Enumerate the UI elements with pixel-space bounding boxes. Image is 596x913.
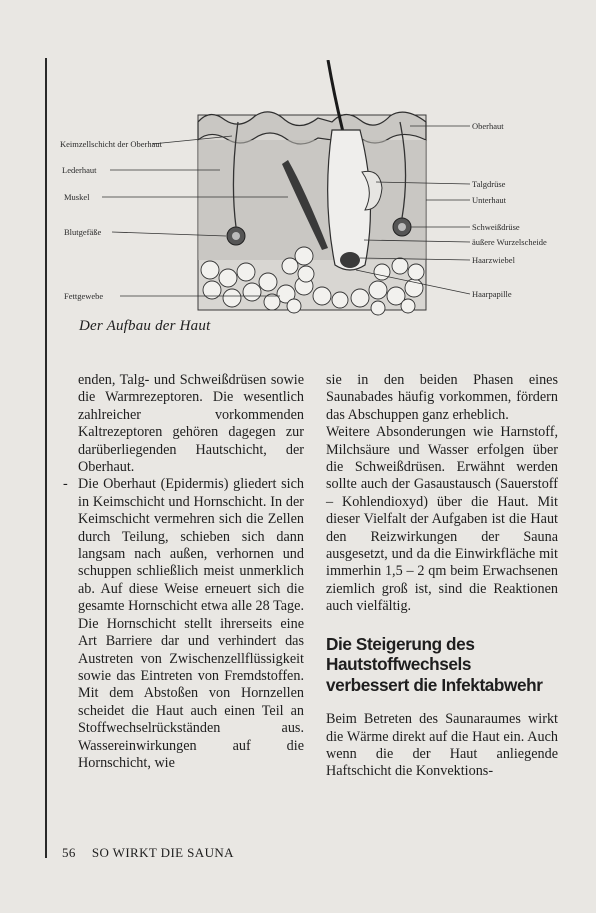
figure-caption: Der Aufbau der Haut <box>79 318 211 334</box>
left-column <box>63 372 304 772</box>
paragraph: sie in den beiden Phasen eines Saunabades häufig vorkommen, fördern das Abschuppen ganz erheblich. <box>326 372 558 423</box>
section-heading: Die Steigerung des Hautstoffwechsels verbessert die Infektabwehr <box>326 633 543 695</box>
bullet-mark: - <box>63 476 68 493</box>
paragraph-text: Die Oberhaut (Epidermis) gliedert sich in Keimschicht und Hornschicht. In der Keimschicht vermehren sich die Zellen durch Teilung, schieben sich dann langsam nach außen, verhornen und schuppen schließlich meist unmerklich ab. Auf diese Weise erneuert sich die gesamte Hornschicht etwa alle 28 Tage. Die Hornschicht stellt ihrerseits eine Art Barriere dar und verhindert das Austreten von Zwischenzellflüssigkeit sowie das Eintreten von Fremdstoffen. Mit dem Abstoßen von Hornzellen scheidet die Haut auch einen Teil an Stoffwechselrückständen aus. Wassereinwirkungen auf die Hornschicht, wie <box>78 476 304 771</box>
label-wurzelscheide: äußere Wurzelscheide <box>472 237 547 247</box>
label-haarzwiebel: Haarzwiebel <box>472 255 515 265</box>
label-oberhaut: Oberhaut <box>472 121 504 131</box>
page-number: 56 <box>62 845 76 860</box>
label-talgdruese: Talgdrüse <box>472 179 506 189</box>
label-fettgewebe: Fettgewebe <box>64 291 104 301</box>
label-keimzellschicht: Keimzellschicht der Oberhaut <box>60 139 162 149</box>
margin-rule <box>45 58 47 858</box>
bullet-paragraph <box>63 476 304 772</box>
label-unterhaut: Unterhaut <box>472 195 506 205</box>
skin-illustration <box>60 60 596 322</box>
label-lederhaut: Lederhaut <box>62 165 97 175</box>
paragraph: Beim Betreten des Saunaraumes wirkt die Wärme direkt auf die Haut ein. Auch wenn die der Haut anliegende Haftschicht die Konvektions- <box>326 711 558 780</box>
running-title: SO WIRKT DIE SAUNA <box>91 845 234 860</box>
label-haarpapille: Haarpapille <box>472 289 512 299</box>
paragraph: enden, Talg- und Schweißdrüsen sowie die Warmrezeptoren. Die wesentlich zahlreicher vorkommenden Kaltrezeptoren gehören dagegen zur darüberliegenden Hautschicht, der Oberhaut. <box>78 372 304 476</box>
label-blutgefaesse: Blutgefäße <box>64 227 102 237</box>
right-column <box>326 372 558 781</box>
paragraph: Weitere Absonderungen wie Harnstoff, Milchsäure und Wasser erfolgen über die Schweißdrüsen. Erwähnt werden sollte auch der Gasaustausch (Sauerstoff – Kohlendioxyd) über die Haut. Mit dieser Vielfalt der Aufgaben ist die Haut den Reizwirkungen der Sauna ausgesetzt, und da die Einwirkfläche mit immerhin 1,5 – 2 qm beim Erwachsenen ziemlich groß ist, sind die Reaktionen auch vielfältig. <box>326 424 558 615</box>
page-footer <box>62 845 234 861</box>
label-schweissdruese: Schweißdrüse <box>472 222 520 232</box>
skin-diagram <box>60 60 596 322</box>
label-muskel: Muskel <box>64 192 90 202</box>
